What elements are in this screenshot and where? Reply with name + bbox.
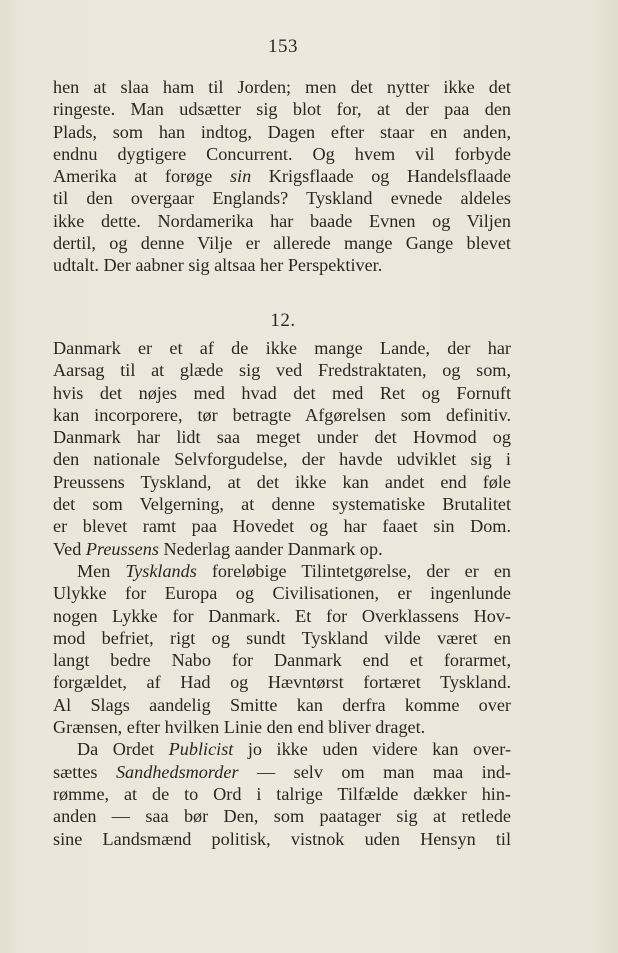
text-line: endnu dygtigere Concurrent. Og hvem vil forbyde: [53, 143, 511, 164]
text-line: Grænsen, efter hvilken Linie den end bliver draget.: [53, 717, 426, 738]
emphasis-text: Publicist: [168, 739, 234, 760]
emphasis-text: Sandhedsmorder: [115, 761, 239, 782]
text-line: ringeste. Man udsætter sig blot for, at der paa den: [53, 99, 511, 120]
text-run: jo ikke uden videre kan over-: [233, 739, 511, 760]
emphasis-text: Preussens: [85, 538, 159, 559]
text-run: Nederlag aander Danmark op.: [158, 538, 383, 559]
text-line: Plads, som han indtog, Dagen efter staar en anden,: [53, 121, 511, 142]
text-line: til den overgaar Englands? Tyskland evnede aldeles: [53, 188, 511, 209]
text-line: [53, 538, 511, 560]
text-run: foreløbige Tilintetgørelse, der er en: [196, 560, 511, 581]
text-run: — selv om man maa ind-: [238, 761, 511, 782]
text-line: Aarsag til at glæde sig ved Fredstraktaten, og som,: [53, 360, 511, 381]
text-run: sættes: [53, 761, 116, 782]
text-run: Men: [77, 560, 126, 581]
text-line: hvis det nøjes med hvad det med Ret og Fornuft: [53, 382, 511, 403]
text-line: langt bedre Nabo for Danmark end et forarmet,: [53, 650, 511, 671]
text-run: Krigsflaade og Handelsflaade: [251, 166, 511, 187]
text-line: hen at slaa ham til Jorden; men det nytter ikke det: [53, 77, 511, 97]
text-line: anden — saa bør Den, som paatager sig at retlede: [53, 806, 511, 827]
emphasis-text: Tysklands: [125, 560, 197, 581]
text-run: Da Ordet: [77, 739, 169, 760]
text-line: [53, 761, 511, 783]
text-line: kan incorporere, tør betragte Afgørelsen som definitiv.: [53, 404, 511, 425]
text-line: nogen Lykke for Danmark. Et for Overklassens Hov-: [53, 605, 511, 626]
text-line: [53, 165, 511, 187]
section-12-body: [53, 337, 511, 850]
section-heading: 12.: [270, 310, 296, 331]
text-line: [53, 738, 511, 760]
text-line: er blevet ramt paa Hovedet og har faaet sin Dom.: [53, 516, 511, 537]
text-line: ikke dette. Nordamerika har baade Evnen og Viljen: [53, 210, 511, 231]
emphasis-text: sin: [229, 166, 252, 187]
text-run: Ved: [53, 538, 86, 559]
text-line: Al Slags aandelig Smitte kan derfra komme over: [53, 694, 511, 715]
text-line: [53, 560, 511, 582]
text-line: forgældet, af Had og Hævntørst fortæret Tyskland.: [53, 672, 511, 693]
text-line: dertil, og denne Vilje er allerede mange Gange blevet: [53, 233, 511, 254]
text-line: Danmark har lidt saa meget under det Hovmod og: [53, 427, 511, 448]
text-line: det som Velgerning, at denne systematiske Brutalitet: [53, 494, 511, 515]
text-line: sine Landsmænd politisk, vistnok uden Hensyn til: [53, 828, 511, 849]
text-line: den nationale Selvforgudelse, der havde udviklet sig i: [53, 449, 511, 470]
text-line: Preussens Tyskland, at det ikke kan andet end føle: [53, 471, 511, 492]
page-number: 153: [268, 36, 298, 57]
text-line: mod befriet, rigt og sundt Tyskland vilde været en: [53, 627, 511, 648]
text-run: Amerika at forøge: [53, 166, 230, 187]
paragraph-continued: [53, 76, 511, 277]
text-line: rømme, at de to Ord i talrige Tilfælde dækker hin-: [53, 783, 511, 804]
text-line: Ulykke for Europa og Civilisationen, er ingenlunde: [53, 583, 511, 604]
text-line: udtalt. Der aabner sig altsaa her Perspektiver.: [53, 255, 383, 276]
text-line: Danmark er et af de ikke mange Lande, der har: [53, 338, 511, 358]
